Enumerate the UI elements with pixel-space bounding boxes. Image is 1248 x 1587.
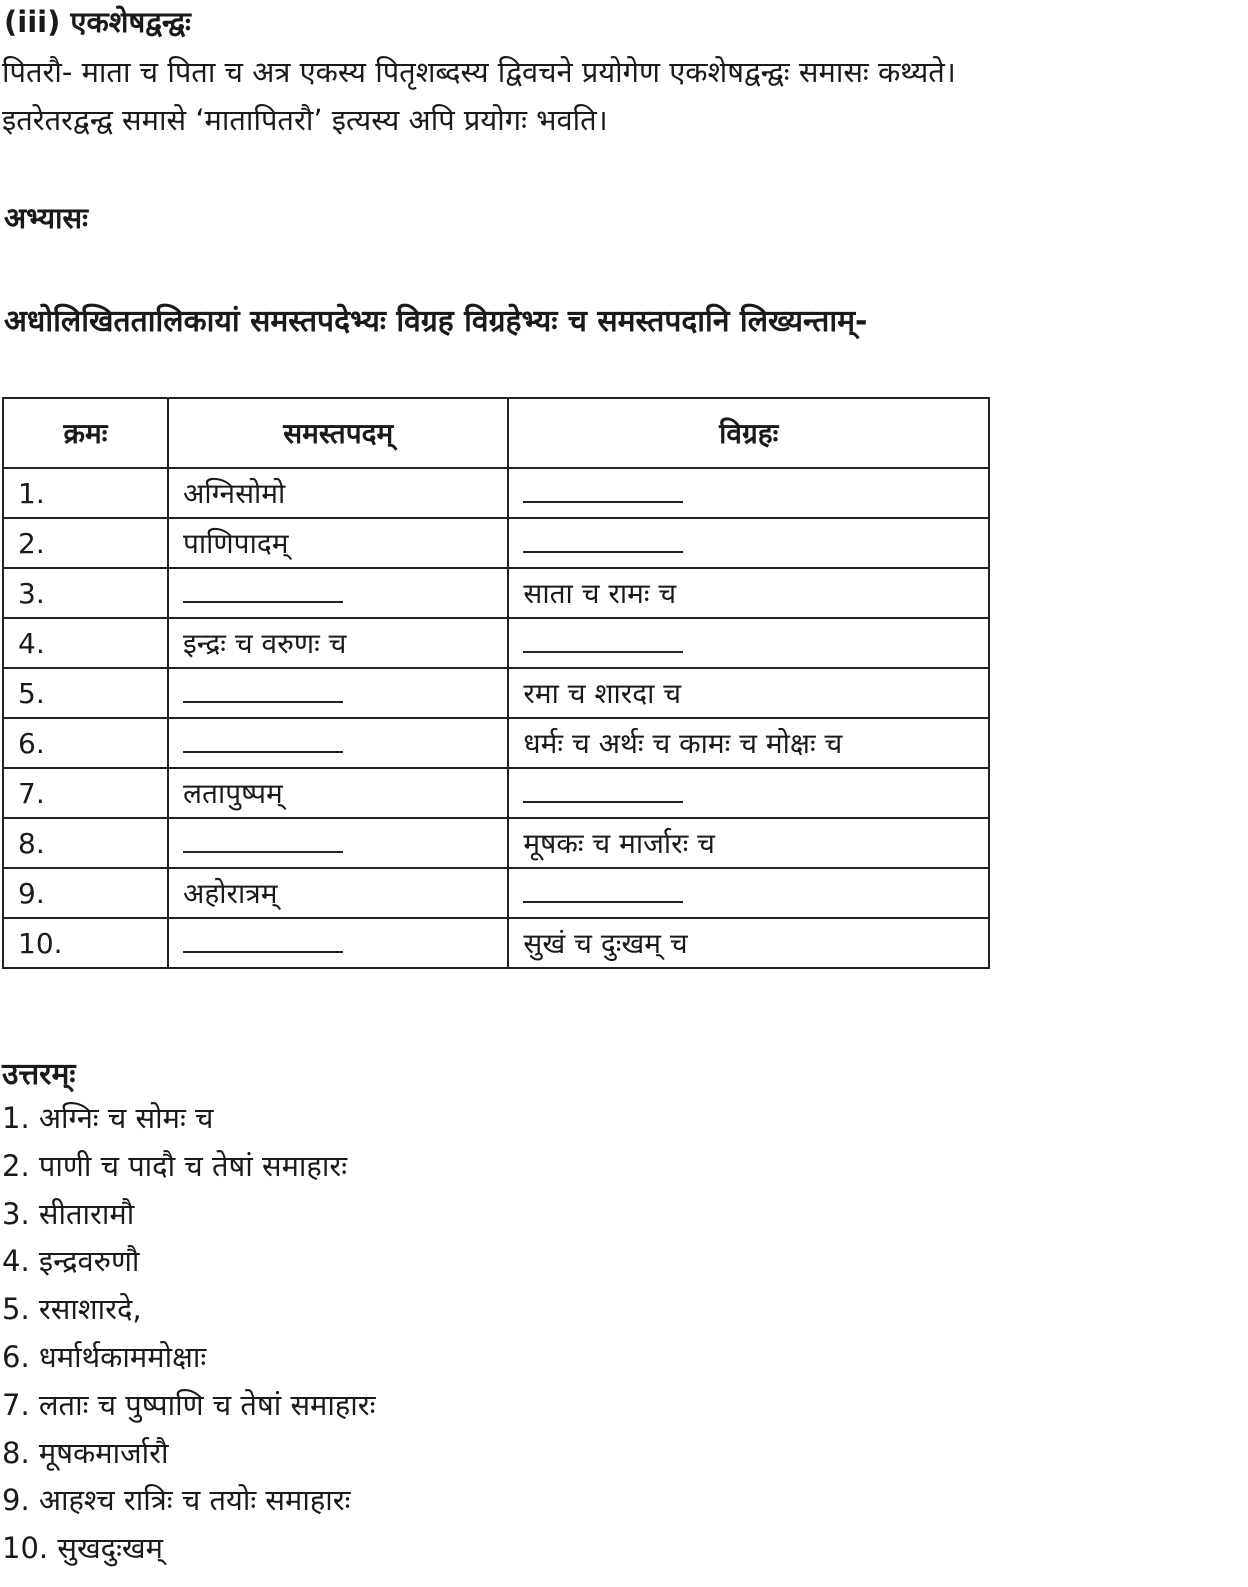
table-row — [3, 618, 989, 668]
cell-samasta: इन्द्रः च वरुणः च — [168, 618, 508, 668]
answer-item: 9. आहश्च रात्रिः च तयोः समाहारः — [2, 1483, 351, 1518]
answer-item: 1. अग्निः च सोमः च — [2, 1101, 214, 1135]
answer-item: 2. पाणी च पादौ च तेषां समाहारः — [2, 1148, 348, 1183]
cell-num: 3. — [3, 568, 168, 618]
blank-line — [183, 729, 343, 753]
cell-num: 2. — [3, 518, 168, 568]
table-row — [3, 768, 989, 818]
cell-samasta: अग्निसोमो — [168, 468, 508, 518]
blank-line — [523, 879, 683, 903]
cell-vigraha — [508, 768, 989, 818]
answer-item: 5. रसाशारदे, — [2, 1292, 142, 1327]
blank-line — [183, 929, 343, 953]
header-vigrahah: विग्रहः — [508, 398, 989, 468]
answer-item: 3. सीतारामौ — [2, 1196, 135, 1231]
blank-line — [183, 829, 343, 853]
cell-samasta — [168, 818, 508, 868]
cell-vigraha: मूषकः च मार्जारः च — [508, 818, 989, 868]
cell-num: 10. — [3, 918, 168, 968]
table-row — [3, 718, 989, 768]
cell-num: 8. — [3, 818, 168, 868]
cell-num: 1. — [3, 468, 168, 518]
exercise-instruction: अधोलिखिततालिकायां समस्तपदेभ्यः विग्रह विग्रहेभ्यः च समस्तपदानि लिख्यन्ताम्- — [4, 304, 868, 339]
cell-samasta — [168, 918, 508, 968]
cell-samasta — [168, 718, 508, 768]
cell-vigraha: रमा च शारदा च — [508, 668, 989, 718]
cell-num: 9. — [3, 868, 168, 918]
blank-line — [183, 679, 343, 703]
answers-list — [2, 1095, 376, 1573]
header-samastapadam: समस्तपदम् — [168, 398, 508, 468]
cell-vigraha: साता च रामः च — [508, 568, 989, 618]
table-header-row — [3, 398, 989, 468]
answer-item: 4. इन्द्रवरुणौ — [2, 1244, 140, 1279]
cell-num: 4. — [3, 618, 168, 668]
cell-vigraha: धर्मः च अर्थः च कामः च मोक्षः च — [508, 718, 989, 768]
cell-vigraha — [508, 618, 989, 668]
blank-line — [523, 479, 683, 503]
cell-vigraha — [508, 868, 989, 918]
cell-num: 6. — [3, 718, 168, 768]
paragraph-line-1: पितरौ- माता च पिता च अत्र एकस्य पितृशब्दस्य द्विवचने प्रयोगेण एकशेषद्वन्द्वः समासः कथ्यते। — [2, 55, 956, 89]
cell-samasta: लतापुष्पम् — [168, 768, 508, 818]
table-row — [3, 468, 989, 518]
table-row — [3, 868, 989, 918]
cell-vigraha — [508, 468, 989, 518]
blank-line — [523, 529, 683, 553]
cell-samasta: अहोरात्रम् — [168, 868, 508, 918]
paragraph-line-2: इतरेतरद्वन्द्व समासे ‘मातापितरौ’ इत्यस्य अपि प्रयोगः भवति। — [2, 103, 608, 137]
exercise-title: अभ्यासः — [4, 201, 89, 235]
cell-vigraha — [508, 518, 989, 568]
blank-line — [523, 629, 683, 653]
exercise-table — [2, 397, 990, 969]
table-row — [3, 518, 989, 568]
blank-line — [523, 779, 683, 803]
answer-item: 6. धर्मार्थकाममोक्षाः — [2, 1339, 207, 1374]
header-kramah: क्रमः — [3, 398, 168, 468]
section-title: (iii) एकशेषद्वन्द्वः — [4, 5, 191, 39]
cell-num: 7. — [3, 768, 168, 818]
answer-item: 10. सुखदुःखम् — [2, 1531, 163, 1566]
table-row — [3, 918, 989, 968]
cell-num: 5. — [3, 668, 168, 718]
cell-samasta: पाणिपादम् — [168, 518, 508, 568]
cell-vigraha: सुखं च दुःखम् च — [508, 918, 989, 968]
table-row — [3, 668, 989, 718]
blank-line — [183, 579, 343, 603]
table-body — [3, 468, 989, 968]
cell-samasta — [168, 568, 508, 618]
table-row — [3, 818, 989, 868]
answer-item: 7. लताः च पुष्पाणि च तेषां समाहारः — [2, 1387, 376, 1422]
table-row — [3, 568, 989, 618]
answers-title: उत्तरम्ः — [2, 1057, 76, 1092]
cell-samasta — [168, 668, 508, 718]
answer-item: 8. मूषकमार्जारौ — [2, 1435, 169, 1470]
